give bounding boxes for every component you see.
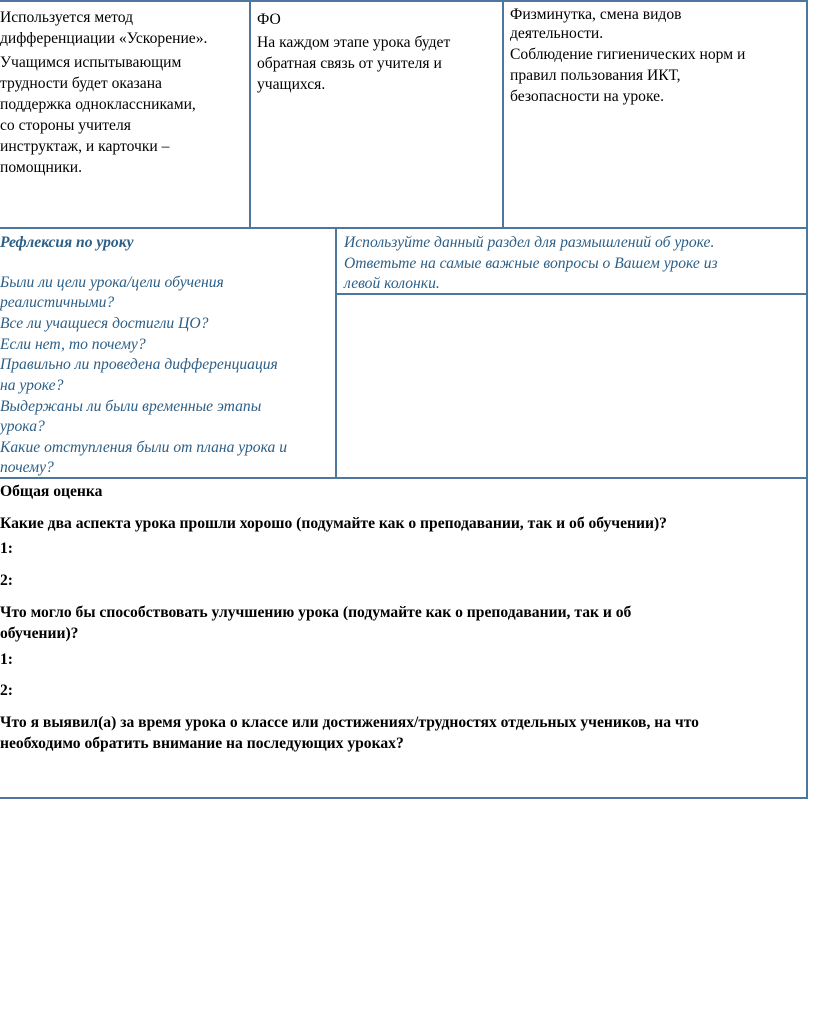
cell-text-line: дифференциации «Ускорение».: [0, 30, 208, 47]
reflection-question-line: на уроке?: [0, 377, 64, 394]
answer-label: 1:: [0, 540, 13, 557]
cell-text-line: На каждом этапе урока будет: [257, 34, 451, 51]
table-right-border: [806, 0, 808, 799]
reflection-question-line: Все ли учащиеся достигли ЦО?: [0, 315, 209, 332]
reflection-question-line: Были ли цели урока/цели обучения: [0, 274, 224, 291]
cell-text-line: деятельности.: [510, 25, 604, 42]
cell-text-line: трудности будет оказана: [0, 75, 162, 92]
cell-text-line: инструктаж, и карточки –: [0, 138, 170, 155]
answer-label: 2:: [0, 682, 13, 699]
reflection-question-line: урока?: [0, 418, 45, 435]
row-separator-2: [0, 477, 808, 479]
instruction-line: Используйте данный раздел для размышлений об уроке.: [344, 234, 715, 251]
reflection-heading: Рефлексия по уроку: [0, 234, 134, 251]
reflection-question-line: Какие отступления были от плана урока и: [0, 439, 287, 456]
reflection-question-line: реалистичными?: [0, 294, 115, 311]
cell-text-line: Соблюдение гигиенических норм и: [510, 46, 746, 63]
reflection-question-line: Если нет, то почему?: [0, 336, 146, 353]
cell-text-line: безопасности на уроке.: [510, 88, 664, 105]
cell-text-line: Физминутка, смена видов: [510, 6, 682, 23]
summary-question-3-line: Что я выявил(а) за время урока о классе или достижениях/трудностях отдельных учеников, на что: [0, 714, 699, 731]
cell-text-line: Учащимся испытывающим: [0, 54, 182, 71]
cell-text-line: обратная связь от учителя и: [257, 55, 442, 72]
cell-text-line: ФО: [257, 11, 281, 28]
reflection-question-line: Правильно ли проведена дифференциация: [0, 356, 278, 373]
summary-question-2-line: обучении)?: [0, 625, 79, 642]
summary-heading: Общая оценка: [0, 483, 103, 500]
reflection-question-line: почему?: [0, 459, 54, 476]
reflection-answer-area[interactable]: [337, 295, 806, 477]
summary-question-2-line: Что могло бы способствовать улучшению урока (подумайте как о преподавании, так и об: [0, 604, 632, 621]
table-bottom-border: [0, 797, 808, 799]
summary-question-3-line: необходимо обратить внимание на последующих уроках?: [0, 735, 404, 752]
instruction-line: Ответьте на самые важные вопросы о Вашем уроке из: [344, 255, 718, 272]
table-top-border: [0, 0, 808, 2]
cell-text-line: правил пользования ИКТ,: [510, 67, 681, 84]
cell-text-line: помощники.: [0, 159, 83, 176]
cell-text-line: учащихся.: [257, 76, 326, 93]
answer-label: 1:: [0, 651, 13, 668]
top-row-divider-1: [249, 0, 251, 228]
instruction-line: левой колонки.: [344, 275, 440, 292]
reflection-question-line: Выдержаны ли были временные этапы: [0, 398, 262, 415]
cell-text-line: поддержка одноклассниками,: [0, 96, 196, 113]
answer-label: 2:: [0, 572, 13, 589]
cell-text-line: Используется метод: [0, 9, 134, 26]
summary-question-1: Какие два аспекта урока прошли хорошо (подумайте как о преподавании, так и об обучении)?: [0, 515, 667, 532]
cell-text-line: со стороны учителя: [0, 117, 131, 134]
row-separator-1: [0, 227, 808, 229]
top-row-divider-2: [502, 0, 504, 228]
